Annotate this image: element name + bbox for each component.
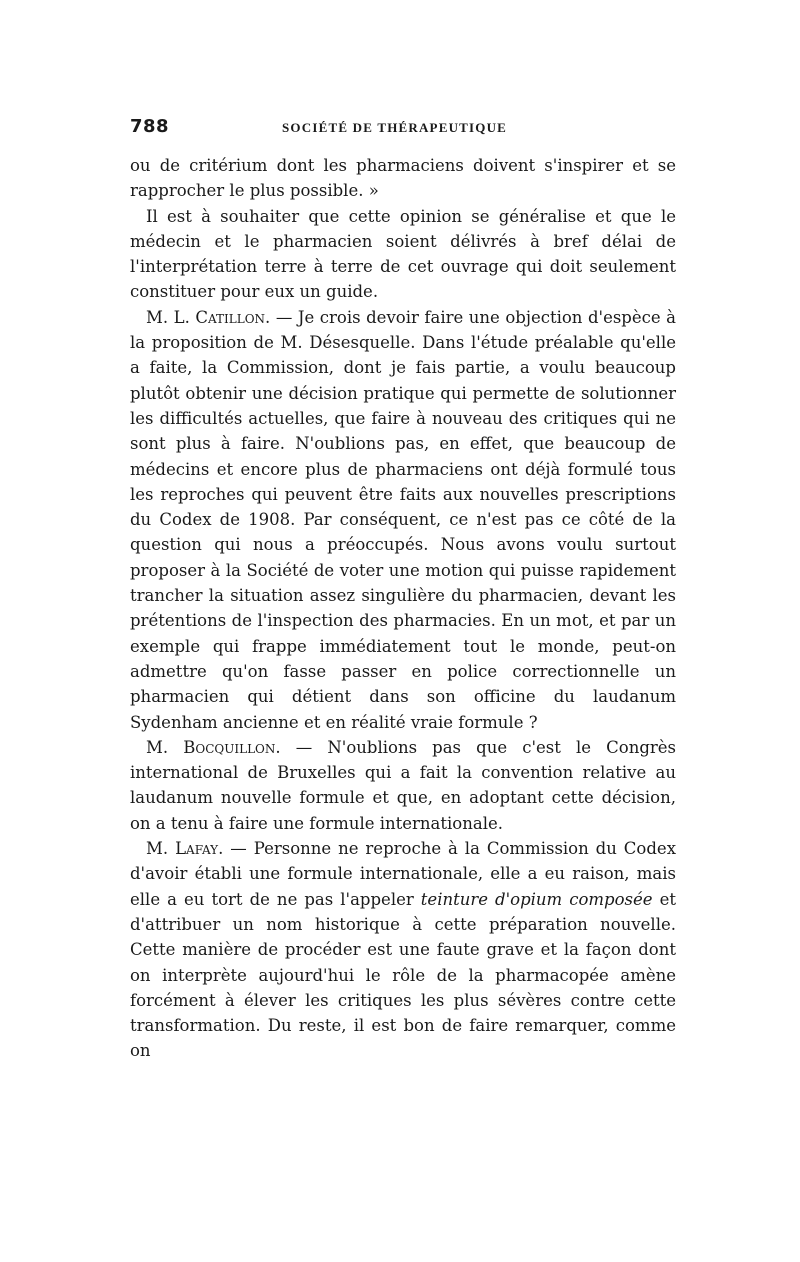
paragraph-continuation	[130, 153, 676, 204]
speaker-name: M. Bocquillon.	[146, 737, 281, 757]
body-text	[130, 153, 676, 1064]
page-number: 788	[130, 116, 170, 137]
running-title: SOCIÉTÉ DE THÉRAPEUTIQUE	[282, 120, 508, 135]
speech-bocquillon	[130, 735, 676, 836]
paragraph	[130, 204, 676, 305]
speaker-name: M. Lafay.	[146, 839, 224, 859]
paragraph-text: Il est à souhaiter que cette opinion se généralise et que le médecin et le pharmacien soient délivrés à bref délai de l'interprétation terre à terre de cet ouvrage qui doit seulement constituer pour eux un guide.	[130, 206, 676, 302]
speech-catillon	[130, 305, 676, 735]
paragraph-text: ou de critérium dont les pharmaciens doivent s'inspirer et se rapprocher le plus possible. »	[130, 156, 676, 201]
speech-text: et d'attribuer un nom historique à cette préparation nouvelle. Cette manière de procéder est une faute grave et la façon dont on interprète aujourd'hui le rôle de la pharmacopée amène forcément à élever les critiques les plus sévères contre cette transformation. Du reste, il est bon de faire remarquer, comme on	[130, 889, 677, 1061]
page-header	[130, 116, 676, 142]
speech-text: — Je crois devoir faire une objection d'espèce à la proposition de M. Désesquelle. Dans l'étude préalable qu'elle a faite, la Commission, dont je fais partie, a voulu beaucoup plutôt obtenir une décision pratique qui permette de solutionner les difficultés actuelles, que faire à nouveau des critiques qui ne sont plus à faire. N'oublions pas, en effet, que beaucoup de médecins et encore plus de pharmaciens ont déjà formulé tous les reproches qui peuvent être faits aux nouvelles prescriptions du Codex de 1908. Par conséquent, ce n'est pas ce côté de la question qui nous a préoccupés. Nous avons voulu surtout proposer à la Société de voter une motion qui puisse rapidement trancher la situation assez singulière du pharmacien, devant les prétentions de l'inspection des pharmacies. En un mot, et par un exemple qui frappe immédiatement tout le monde, peut-on admettre qu'on fasse passer en police correctionnelle un pharmacien qui détient dans son officine du laudanum Sydenham ancienne et en réalité vraie formule ?	[130, 307, 676, 732]
speech-text: — Personne ne reproche à la Commission du Codex d'avoir établi une formule internationale, elle a eu raison, mais elle a eu tort de ne pas l'appeler	[130, 839, 677, 909]
speaker-name: M. L. Catillon.	[146, 307, 271, 327]
speech-text: — N'oublions pas que c'est le Congrès international de Bruxelles qui a fait la convention relative au laudanum nouvelle formule et que, en adoptant cette décision, on a tenu à faire une formule internationale.	[130, 737, 676, 833]
emphasized-term: teinture d'opium composée	[420, 889, 653, 909]
speech-lafay	[130, 836, 676, 1064]
